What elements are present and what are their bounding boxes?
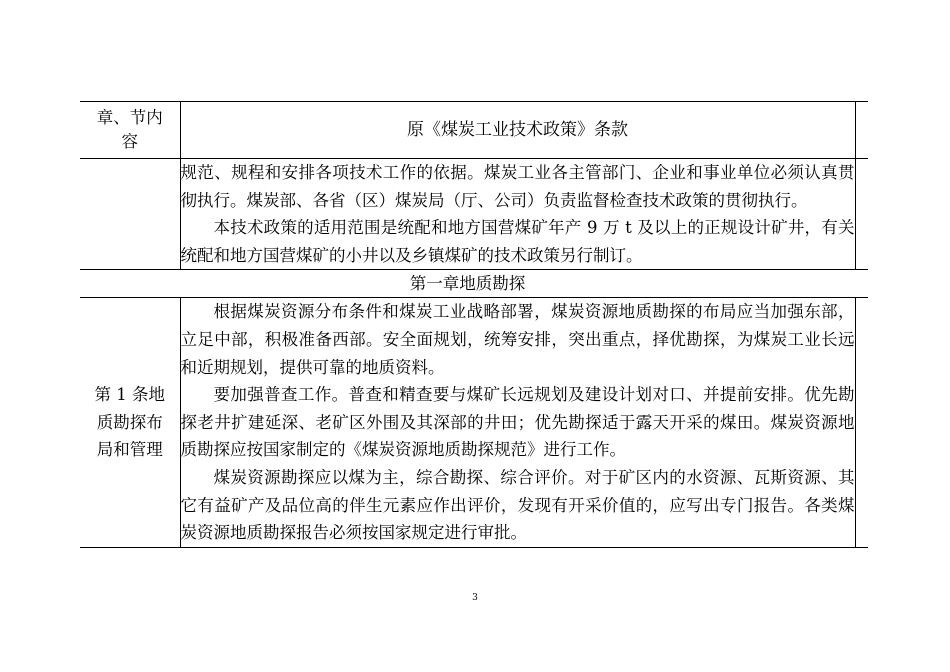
header-label-line-1: 章、节内 [96,108,163,127]
table-header-row [80,102,868,159]
page-number: 3 [472,593,478,603]
intro-extra-cell [855,159,868,270]
intro-paragraph-1: 规范、规程和安排各项技术工作的依据。煤炭工业各主管部门、企业和事业单位必须认真贯彻执行。煤炭部、各省（区）煤炭局（厅、公司）负责监督检查技术政策的贯彻执行。 [180,163,855,210]
intro-label-cell [80,159,180,270]
chapter-row [80,270,868,298]
article-1-label-cell [80,298,180,547]
article-1-label-line-1: 第 1 条地 [94,385,165,405]
header-title: 原《煤炭工业技术政策》条款 [180,102,855,159]
article-1-paragraph-1: 根据煤炭资源分布条件和煤炭工业战略部署，煤炭资源地质勘探的布局应当加强东部，立足中部，积极准备西部。安全面规划，统筹安排，突出重点，择优勘探，为煤炭工业长远和近期规划，提供可靠的地质资料。 [180,302,855,377]
header-extra-cell [855,102,868,159]
intro-body-cell [180,159,855,270]
table-row-article-1 [80,298,868,547]
table-row-intro [80,159,868,270]
intro-paragraph-2: 本技术政策的适用范围是统配和地方国营煤矿年产 9 万 t 及以上的正规设计矿井，有关统配和地方国营煤矿的小井以及乡镇煤矿的技术政策另行制订。 [180,218,855,265]
header-label-line-2: 容 [121,132,138,151]
chapter-title: 第一章地质勘探 [80,270,855,298]
article-1-label-line-3: 局和管理 [96,440,163,460]
article-1-paragraph-3: 煤炭资源勘探应以煤为主，综合勘探、综合评价。对于矿区内的水资源、瓦斯资源、其它有益矿产及品位高的伴生元素应作出评价，发现有开采价值的，应写出专门报告。各类煤炭资源地质勘探报告必须按国家规定进行审批。 [180,467,855,543]
article-1-body-cell [180,298,855,547]
article-1-paragraph-2: 要加强普查工作。普查和精查要与煤矿长远规划及建设计划对口、并提前安排。优先勘探老井扩建延深、老矿区外围及其深部的井田；优先勘探适于露天开采的煤田。煤炭资源地质勘探应按国家制定的《煤炭资源地质勘探规范》进行工作。 [180,385,855,460]
article-1-extra-cell [855,298,868,547]
chapter-extra-cell [855,270,868,298]
header-label-cell [80,102,180,159]
article-1-label-line-2: 质勘探布 [96,412,163,432]
policy-table [80,101,868,548]
